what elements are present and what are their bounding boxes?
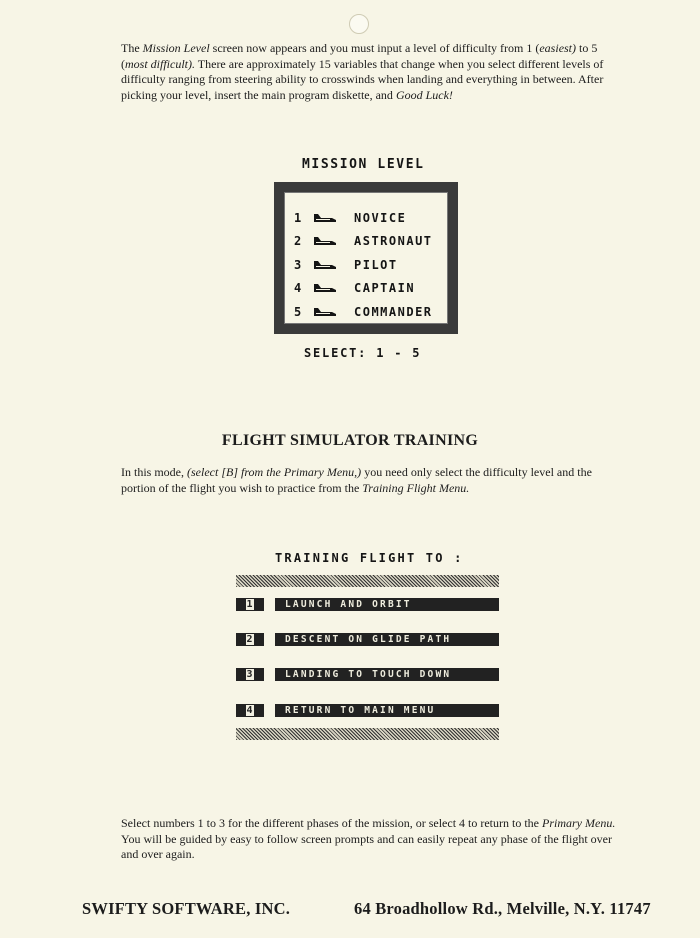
option-number-text: 3 bbox=[246, 669, 254, 680]
option-label: LAUNCH AND ORBIT bbox=[275, 598, 499, 611]
option-number bbox=[236, 633, 264, 646]
section-heading: FLIGHT SIMULATOR TRAINING bbox=[221, 432, 479, 449]
option-number-text: 2 bbox=[246, 634, 254, 645]
mission-level-title: MISSION LEVEL bbox=[302, 157, 425, 172]
shuttle-icon bbox=[312, 283, 342, 293]
option-label: LANDING TO TOUCH DOWN bbox=[275, 668, 499, 681]
binder-hole bbox=[349, 14, 369, 34]
option-number-text: 4 bbox=[246, 705, 254, 716]
training-text: (select [B] from the Primary Menu,) bbox=[187, 465, 362, 479]
training-option[interactable] bbox=[236, 633, 499, 646]
shuttle-icon bbox=[312, 260, 342, 270]
shuttle-icon bbox=[312, 307, 342, 317]
option-number bbox=[236, 668, 264, 681]
option-number-text: 1 bbox=[246, 599, 254, 610]
training-option[interactable] bbox=[236, 598, 499, 611]
mission-level-item[interactable] bbox=[294, 277, 454, 301]
footer-address: 64 Broadhollow Rd., Melville, N.Y. 11747 bbox=[354, 899, 651, 918]
intro-text: Mission Level bbox=[142, 41, 210, 55]
mission-level-item[interactable] bbox=[294, 253, 454, 277]
intro-text: easiest) bbox=[539, 41, 577, 55]
level-name: PILOT bbox=[354, 257, 398, 272]
closing-paragraph bbox=[121, 816, 621, 863]
level-name: NOVICE bbox=[354, 210, 407, 225]
intro-text: There are approximately 15 variables that change when you select different levels of difficulty ranging from steering ability to crosswinds when landing and everything in between. After picking your level, insert the main program diskette, and bbox=[121, 56, 604, 102]
training-text: you need only select the difficulty level and the portion of the flight you wish to practice from the bbox=[121, 465, 592, 495]
shuttle-icon bbox=[312, 236, 342, 246]
intro-text: Good Luck! bbox=[395, 87, 453, 102]
option-number bbox=[236, 598, 264, 611]
mission-level-menu bbox=[274, 182, 458, 334]
mission-level-item[interactable] bbox=[294, 206, 454, 230]
closing-text: You will be guided by easy to follow screen prompts and can easily repeat any phase of the flight over and over again. bbox=[121, 831, 612, 861]
closing-text: Select numbers 1 to 3 for the different phases of the mission, or select 4 to return to the bbox=[121, 816, 543, 830]
level-number: 4 bbox=[294, 281, 303, 296]
intro-text: to 5 ( bbox=[121, 41, 598, 71]
training-option[interactable] bbox=[236, 668, 499, 681]
intro-text: most difficult). bbox=[125, 56, 195, 71]
level-name: CAPTAIN bbox=[354, 281, 416, 296]
mission-level-item[interactable] bbox=[294, 300, 454, 324]
training-flight-title: TRAINING FLIGHT TO : bbox=[275, 551, 464, 565]
training-option[interactable] bbox=[236, 704, 499, 717]
footer-company: SWIFTY SOFTWARE, INC. bbox=[82, 899, 291, 918]
training-text: Training Flight Menu. bbox=[362, 480, 470, 495]
mission-level-item[interactable] bbox=[294, 230, 454, 254]
hatched-divider bbox=[236, 728, 499, 740]
select-prompt: SELECT: 1 - 5 bbox=[304, 346, 422, 360]
training-text: In this mode, bbox=[121, 465, 187, 479]
hatched-divider bbox=[236, 575, 499, 587]
level-number: 2 bbox=[294, 234, 303, 249]
intro-text: screen now appears and you must input a level of difficulty from 1 ( bbox=[209, 41, 540, 55]
shuttle-icon bbox=[312, 213, 342, 223]
intro-paragraph bbox=[121, 41, 621, 103]
closing-text: Primary Menu. bbox=[542, 816, 616, 830]
level-number: 1 bbox=[294, 210, 303, 225]
option-label: DESCENT ON GLIDE PATH bbox=[275, 633, 499, 646]
intro-text: The bbox=[121, 41, 143, 55]
level-number: 3 bbox=[294, 257, 303, 272]
level-name: COMMANDER bbox=[354, 304, 433, 319]
option-label: RETURN TO MAIN MENU bbox=[275, 704, 499, 717]
training-paragraph bbox=[121, 465, 621, 496]
level-name: ASTRONAUT bbox=[354, 234, 433, 249]
level-number: 5 bbox=[294, 304, 303, 319]
option-number bbox=[236, 704, 264, 717]
